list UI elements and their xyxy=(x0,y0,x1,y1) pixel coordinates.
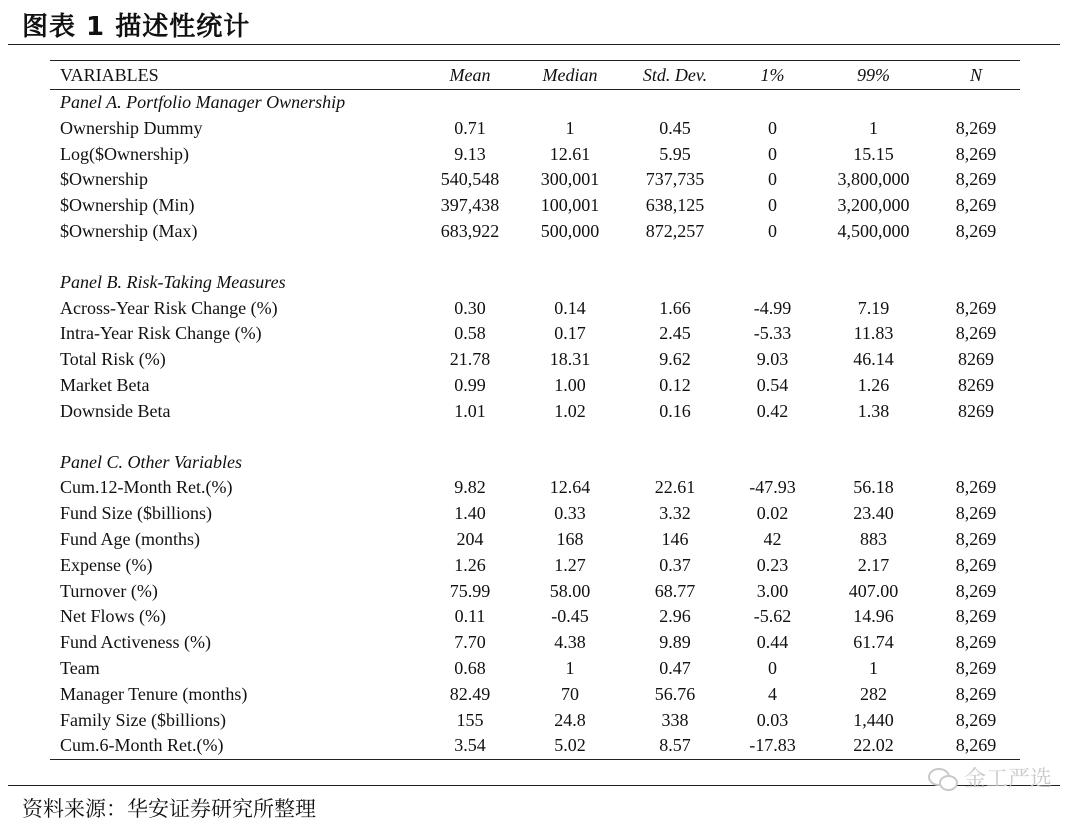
cell-p1: 42 xyxy=(763,528,782,549)
panel-heading-row xyxy=(50,90,1020,116)
table-row xyxy=(50,527,1020,553)
cell-median: 58.00 xyxy=(549,580,591,601)
cell-p99: 56.18 xyxy=(853,477,894,498)
cell-std-dev: 68.77 xyxy=(654,580,696,601)
cell-p99: 1 xyxy=(869,657,878,678)
cell-std-dev: 0.12 xyxy=(659,374,691,395)
cell-std-dev: 638,125 xyxy=(645,195,705,216)
table-row xyxy=(50,399,1020,425)
cell-mean: 1.40 xyxy=(454,503,486,524)
variable-name: Team xyxy=(60,657,100,678)
cell-median: 1.02 xyxy=(554,400,586,421)
cell-n: 8,269 xyxy=(955,528,997,549)
cell-p99: 4,500,000 xyxy=(837,220,910,241)
cell-median: 100,001 xyxy=(540,195,600,216)
cell-std-dev: 3.32 xyxy=(659,503,691,524)
cell-n: 8,269 xyxy=(955,580,997,601)
cell-mean: 82.49 xyxy=(449,683,491,704)
cell-n: 8,269 xyxy=(955,709,997,730)
cell-p99: 883 xyxy=(860,528,887,549)
table-row xyxy=(50,733,1020,759)
table-row xyxy=(50,501,1020,527)
cell-mean: 540,548 xyxy=(440,169,500,190)
panel-heading: Panel A. Portfolio Manager Ownership xyxy=(60,92,346,112)
figure-title: 图表 1 描述性统计 xyxy=(22,12,251,42)
cell-p1: 0.42 xyxy=(756,400,789,421)
cell-std-dev: 0.37 xyxy=(659,554,691,575)
cell-median: 12.61 xyxy=(549,143,591,164)
cell-n: 8,269 xyxy=(955,169,997,190)
cell-mean: 0.30 xyxy=(454,297,486,318)
cell-p1: -5.62 xyxy=(753,606,792,627)
cell-p99: 14.96 xyxy=(853,606,894,627)
title-divider xyxy=(8,44,1060,45)
cell-p99: 15.15 xyxy=(853,143,894,164)
cell-median: 12.64 xyxy=(549,477,591,498)
cell-p99: 7.19 xyxy=(857,297,890,318)
panel-heading-row xyxy=(50,270,1020,296)
cell-std-dev: 2.45 xyxy=(659,323,691,344)
cell-std-dev: 1.66 xyxy=(659,297,691,318)
cell-std-dev: 9.62 xyxy=(659,349,691,370)
cell-n: 8,269 xyxy=(955,554,997,575)
table-row xyxy=(50,579,1020,605)
variable-name: Cum.6-Month Ret.(%) xyxy=(50,733,420,759)
cell-median: 70 xyxy=(561,683,579,704)
table-row xyxy=(50,553,1020,579)
header-mean: Mean xyxy=(420,61,520,90)
variable-name: Ownership Dummy xyxy=(60,117,203,138)
cell-std-dev: 22.61 xyxy=(654,477,696,498)
cell-mean: 7.70 xyxy=(454,632,486,653)
table-row xyxy=(50,193,1020,219)
source-note: 资料来源：华安证券研究所整理 xyxy=(22,797,316,821)
table-header-row xyxy=(50,61,1020,90)
table-row xyxy=(50,656,1020,682)
cell-p99: 61.74 xyxy=(853,632,894,653)
cell-n: 8,269 xyxy=(955,323,997,344)
cell-n: 8269 xyxy=(958,400,994,421)
cell-median: 1.27 xyxy=(554,554,586,575)
panel-heading: Panel B. Risk-Taking Measures xyxy=(60,271,286,292)
cell-mean: 3.54 xyxy=(420,733,520,759)
cell-p99: 282 xyxy=(860,683,887,704)
cell-n: 8,269 xyxy=(955,117,997,138)
header-variables: VARIABLES xyxy=(50,61,420,90)
cell-n: 8,269 xyxy=(955,477,997,498)
variable-name: Market Beta xyxy=(60,374,150,395)
cell-std-dev: 56.76 xyxy=(654,683,696,704)
cell-median: 300,001 xyxy=(540,169,600,190)
variable-name: Downside Beta xyxy=(60,400,171,421)
cell-p1: 3.00 xyxy=(756,580,789,601)
cell-median: 1.00 xyxy=(554,374,586,395)
cell-std-dev: 8.57 xyxy=(620,733,730,759)
watermark xyxy=(928,762,1052,793)
cell-p99: 3,200,000 xyxy=(837,195,910,216)
variable-name: Total Risk (%) xyxy=(60,349,166,370)
table-body xyxy=(50,90,1020,760)
cell-p1: -4.99 xyxy=(753,297,792,318)
panel-spacer xyxy=(50,425,1020,450)
cell-mean: 683,922 xyxy=(440,220,500,241)
cell-n: 8,269 xyxy=(955,632,997,653)
cell-median: 24.8 xyxy=(554,709,586,730)
cell-n: 8,269 xyxy=(955,503,997,524)
variable-name: Net Flows (%) xyxy=(60,606,166,627)
variable-name: Fund Size ($billions) xyxy=(60,503,212,524)
cell-p1: -5.33 xyxy=(753,323,792,344)
cell-median: 500,000 xyxy=(540,220,600,241)
wechat-icon xyxy=(928,766,958,790)
cell-mean: 1.26 xyxy=(454,554,486,575)
cell-median: 5.02 xyxy=(520,733,620,759)
cell-p99: 2.17 xyxy=(857,554,890,575)
variable-name: Cum.12-Month Ret.(%) xyxy=(60,477,233,498)
variable-name: Across-Year Risk Change (%) xyxy=(60,297,278,318)
cell-mean: 397,438 xyxy=(440,195,500,216)
variable-name: Intra-Year Risk Change (%) xyxy=(60,323,262,344)
cell-std-dev: 9.89 xyxy=(659,632,691,653)
cell-mean: 0.58 xyxy=(454,323,486,344)
table-row xyxy=(50,296,1020,322)
cell-std-dev: 338 xyxy=(661,709,689,730)
table-row xyxy=(50,142,1020,168)
table-row xyxy=(50,116,1020,142)
cell-p1: 0 xyxy=(768,169,777,190)
cell-p99: 11.83 xyxy=(853,323,894,344)
cell-std-dev: 0.45 xyxy=(659,117,691,138)
variable-name: Manager Tenure (months) xyxy=(60,683,248,704)
cell-p99: 46.14 xyxy=(853,349,894,370)
cell-n: 8269 xyxy=(958,374,994,395)
cell-p1: 0.23 xyxy=(756,554,789,575)
header-n: N xyxy=(932,61,1020,90)
header-p99: 99% xyxy=(815,61,932,90)
spacer-cell xyxy=(50,425,1020,450)
cell-mean: 0.11 xyxy=(454,606,486,627)
cell-p99: 1.26 xyxy=(857,374,890,395)
variable-name: Fund Age (months) xyxy=(60,528,201,549)
cell-std-dev: 2.96 xyxy=(659,606,691,627)
cell-p1: 0.03 xyxy=(756,709,789,730)
table-row xyxy=(50,604,1020,630)
variable-name: Turnover (%) xyxy=(60,580,158,601)
cell-mean: 1.01 xyxy=(454,400,486,421)
variable-name: Expense (%) xyxy=(60,554,153,575)
cell-n: 8,269 xyxy=(955,606,997,627)
cell-p99: 1.38 xyxy=(857,400,890,421)
variable-name: Log($Ownership) xyxy=(60,143,189,164)
cell-std-dev: 5.95 xyxy=(659,143,691,164)
table-row xyxy=(50,682,1020,708)
table-row xyxy=(50,373,1020,399)
variable-name: $Ownership (Max) xyxy=(60,220,198,241)
cell-mean: 21.78 xyxy=(449,349,491,370)
cell-p1: -47.93 xyxy=(749,477,796,498)
cell-mean: 0.68 xyxy=(454,657,486,678)
cell-p99: 1 xyxy=(869,117,878,138)
cell-p1: -17.83 xyxy=(730,733,815,759)
descriptive-statistics-table xyxy=(50,60,1020,760)
variable-name: $Ownership (Min) xyxy=(60,195,195,216)
cell-median: 0.14 xyxy=(554,297,586,318)
cell-n: 8,269 xyxy=(955,195,997,216)
cell-mean: 204 xyxy=(456,528,484,549)
cell-std-dev: 0.47 xyxy=(659,657,691,678)
cell-mean: 9.13 xyxy=(454,143,486,164)
table-row xyxy=(50,167,1020,193)
table-row xyxy=(50,475,1020,501)
variable-name: Fund Activeness (%) xyxy=(60,632,211,653)
table-row xyxy=(50,708,1020,734)
panel-spacer xyxy=(50,245,1020,270)
cell-n: 8,269 xyxy=(955,143,997,164)
cell-std-dev: 0.16 xyxy=(659,400,691,421)
cell-mean: 0.71 xyxy=(454,117,486,138)
statistics-table-container xyxy=(50,60,1020,760)
cell-std-dev: 872,257 xyxy=(645,220,705,241)
header-std-dev: Std. Dev. xyxy=(620,61,730,90)
cell-n: 8,269 xyxy=(955,657,997,678)
cell-p1: 0 xyxy=(768,143,777,164)
table-row xyxy=(50,347,1020,373)
cell-median: 0.33 xyxy=(554,503,586,524)
cell-median: 1 xyxy=(565,117,575,138)
cell-n: 8,269 xyxy=(955,297,997,318)
cell-p99: 3,800,000 xyxy=(837,169,910,190)
cell-median: 18.31 xyxy=(549,349,591,370)
cell-p1: 0 xyxy=(768,117,777,138)
table-row xyxy=(50,321,1020,347)
cell-p1: 0 xyxy=(768,657,777,678)
cell-mean: 9.82 xyxy=(454,477,486,498)
cell-n: 8,269 xyxy=(955,220,997,241)
cell-p1: 0 xyxy=(768,220,777,241)
table-row xyxy=(50,630,1020,656)
cell-p1: 0 xyxy=(768,195,777,216)
cell-p1: 0.54 xyxy=(756,374,789,395)
cell-median: 4.38 xyxy=(554,632,586,653)
cell-mean: 155 xyxy=(456,709,484,730)
cell-median: 0.17 xyxy=(554,323,586,344)
cell-std-dev: 146 xyxy=(661,528,689,549)
cell-n: 8,269 xyxy=(955,683,997,704)
cell-std-dev: 737,735 xyxy=(645,169,705,190)
table-row xyxy=(50,219,1020,245)
header-median: Median xyxy=(520,61,620,90)
cell-mean: 0.99 xyxy=(454,374,486,395)
watermark-text: 金工严选 xyxy=(963,767,1052,792)
cell-median: 168 xyxy=(556,528,584,549)
bottom-divider xyxy=(8,785,1060,786)
cell-p1: 0.44 xyxy=(756,632,789,653)
header-p1: 1% xyxy=(730,61,815,90)
variable-name: $Ownership xyxy=(60,169,148,190)
cell-median: -0.45 xyxy=(551,606,589,627)
cell-p99: 407.00 xyxy=(848,580,899,601)
cell-n: 8,269 xyxy=(932,733,1020,759)
cell-p1: 0.02 xyxy=(756,503,789,524)
cell-p99: 22.02 xyxy=(815,733,932,759)
cell-p99: 23.40 xyxy=(853,503,894,524)
variable-name: Family Size ($billions) xyxy=(60,709,226,730)
panel-heading: Panel C. Other Variables xyxy=(60,451,242,472)
cell-n: 8269 xyxy=(958,349,994,370)
panel-heading-row xyxy=(50,450,1020,476)
spacer-cell xyxy=(50,245,1020,270)
cell-p1: 9.03 xyxy=(756,349,789,370)
cell-median: 1 xyxy=(565,657,575,678)
cell-mean: 75.99 xyxy=(449,580,491,601)
cell-p1: 4 xyxy=(768,683,777,704)
cell-p99: 1,440 xyxy=(853,709,894,730)
